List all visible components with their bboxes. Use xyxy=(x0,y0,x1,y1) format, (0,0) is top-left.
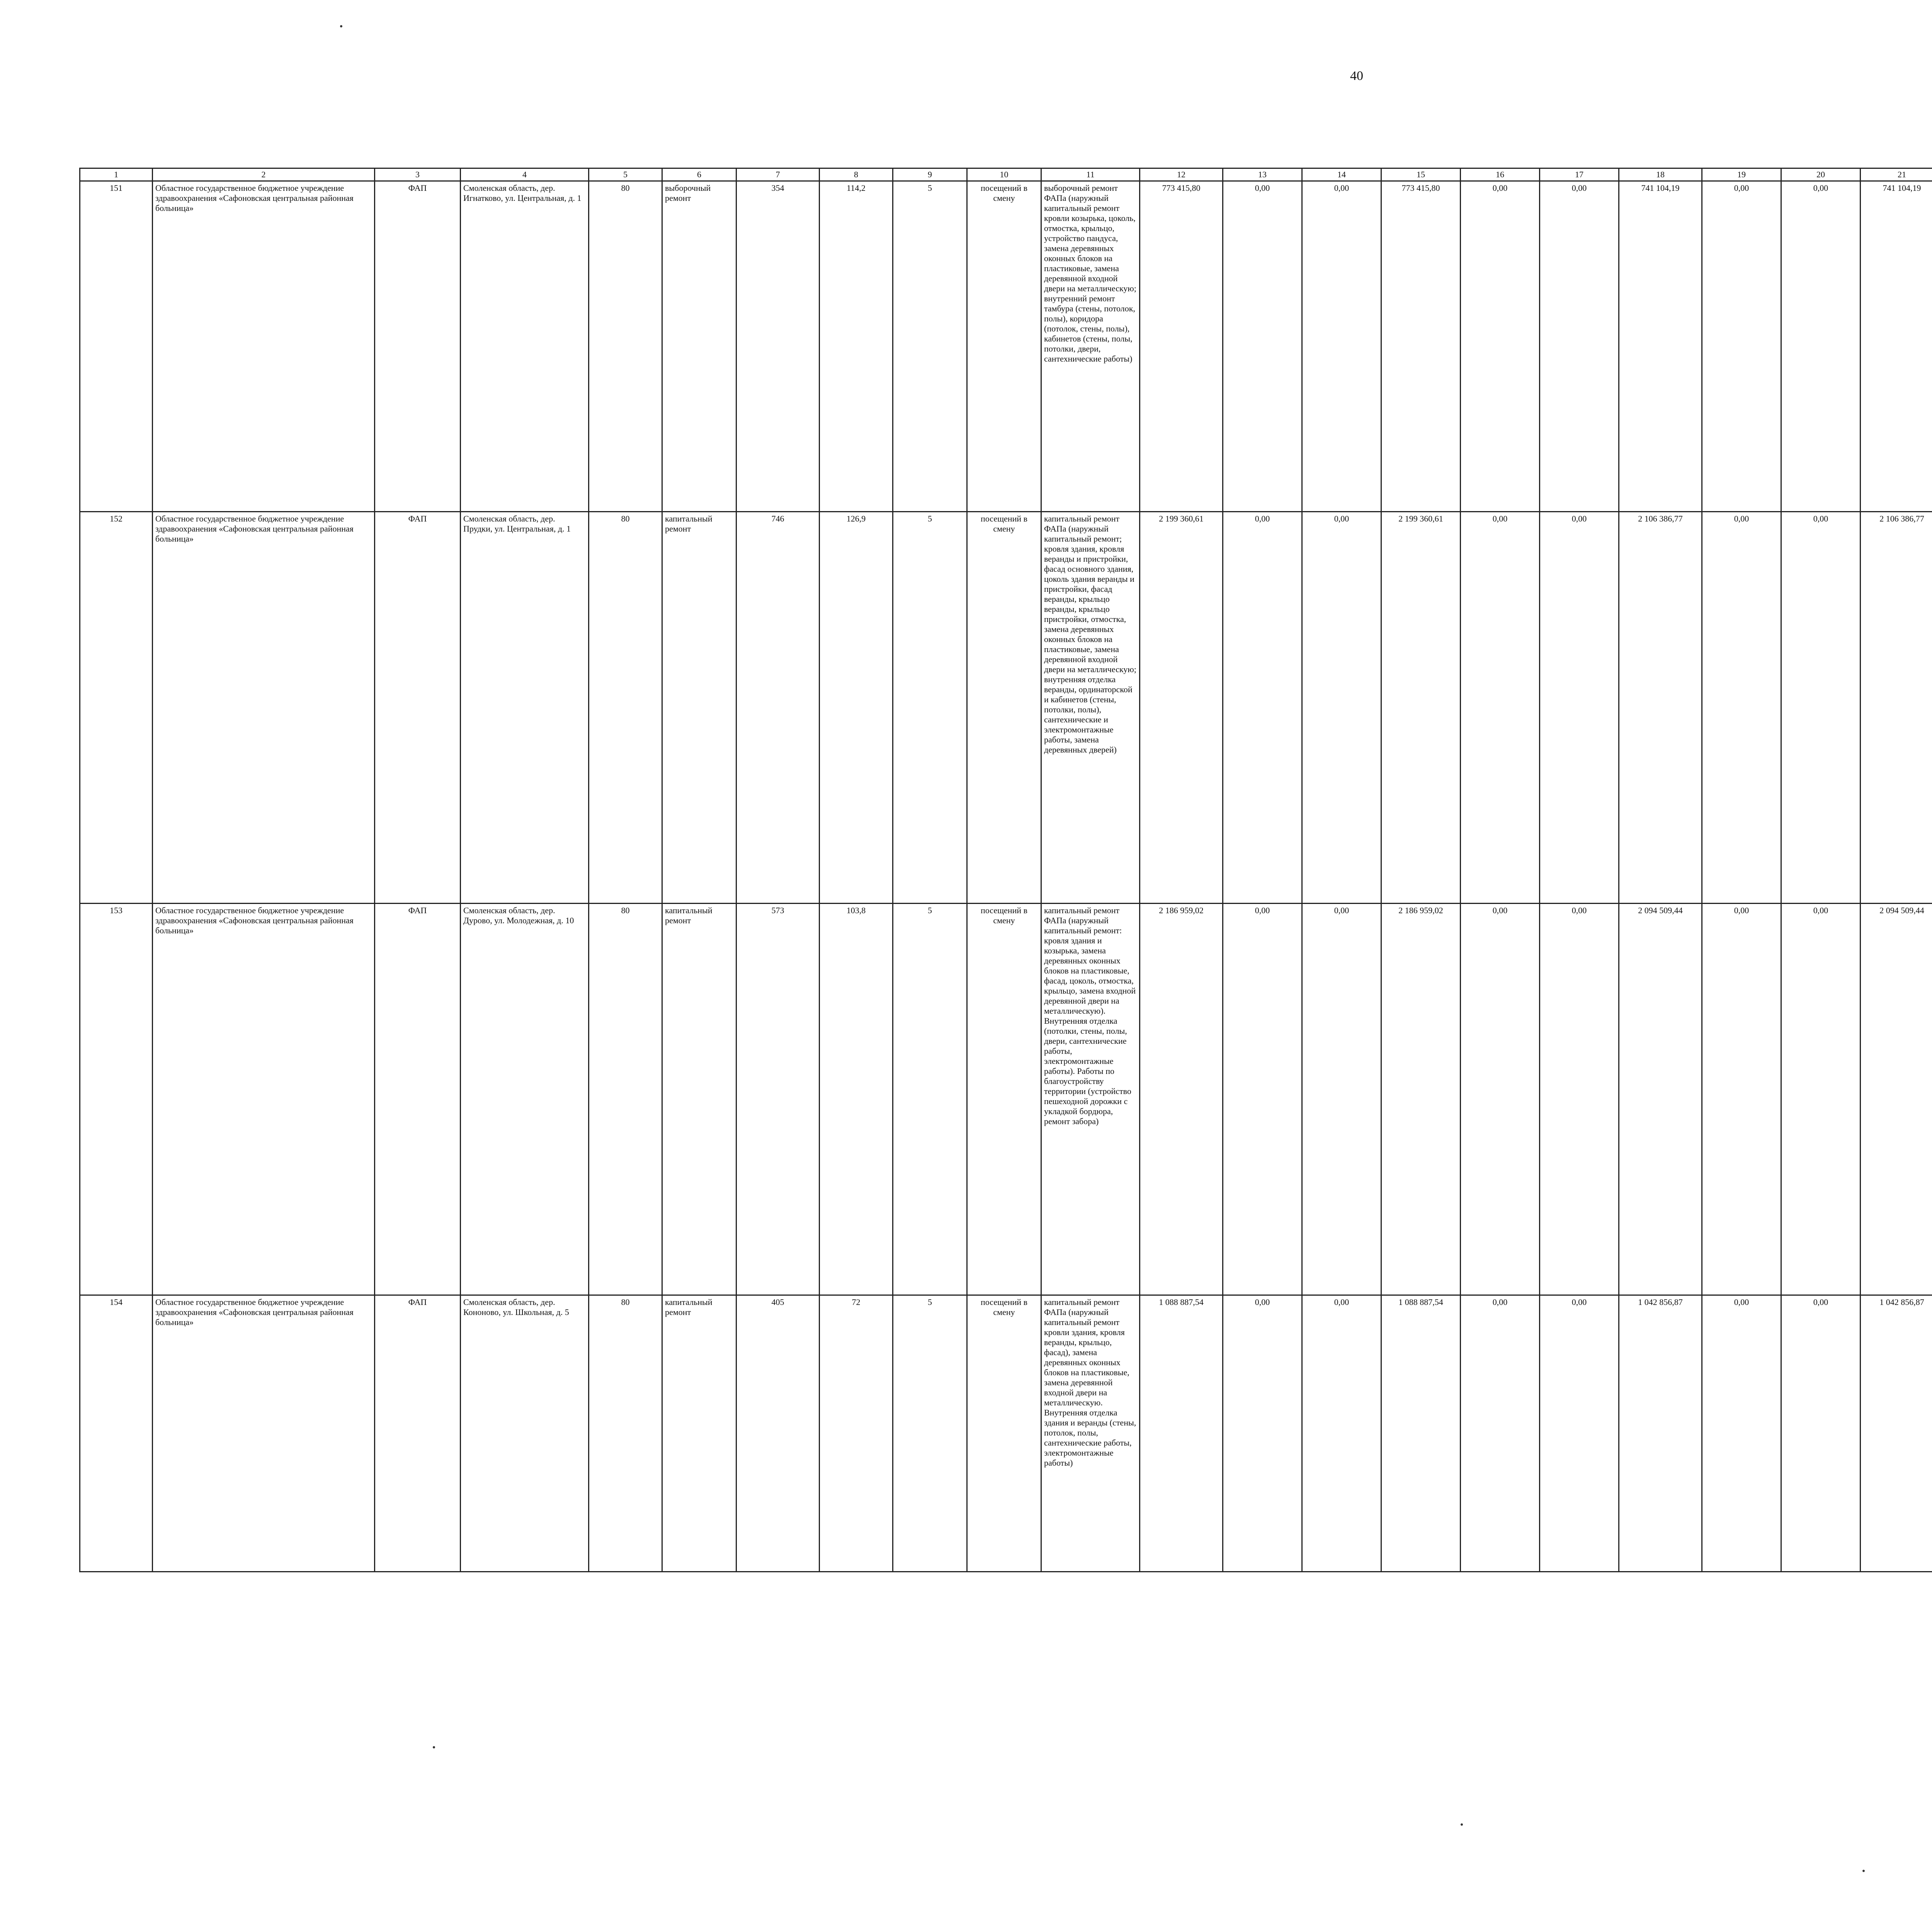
repair-type: капитальный ремонт xyxy=(662,512,736,904)
amount-col-17: 0,00 xyxy=(1540,904,1619,1295)
works-description: капитальный ремонт ФАПа (наружный капитальный ремонт кровли здания, кровля веранды, крыльцо, фасад), замена деревянных оконных блоков на пластиковые, замена деревянной входной двери на металлическую. Внутренняя отделка здания и веранды (стены, потолок, полы, сантехнические работы, электромонтажные работы) xyxy=(1041,1295,1140,1572)
amount-col-16: 0,00 xyxy=(1461,904,1540,1295)
amount-col-17: 0,00 xyxy=(1540,512,1619,904)
cell-col-8: 126,9 xyxy=(820,512,893,904)
cell-col-9: 5 xyxy=(893,1295,967,1572)
object-address: Смоленская область, дер. Кононово, ул. Школьная, д. 5 xyxy=(461,1295,589,1572)
amount-col-19: 0,00 xyxy=(1702,904,1781,1295)
amount-col-13: 0,00 xyxy=(1223,1295,1302,1572)
column-number: 7 xyxy=(736,168,820,181)
column-number: 21 xyxy=(1861,168,1932,181)
amount-col-14: 0,00 xyxy=(1302,181,1381,512)
amount-col-21: 1 042 856,87 xyxy=(1861,1295,1932,1572)
amount-col-18: 741 104,19 xyxy=(1619,181,1702,512)
amount-col-14: 0,00 xyxy=(1302,512,1381,904)
amount-col-18: 2 106 386,77 xyxy=(1619,512,1702,904)
column-number: 16 xyxy=(1461,168,1540,181)
amount-col-17: 0,00 xyxy=(1540,181,1619,512)
institution-name: Областное государственное бюджетное учреждение здравоохранения «Сафоновская центральная районная больница» xyxy=(153,1295,375,1572)
amount-col-12: 2 186 959,02 xyxy=(1140,904,1223,1295)
page-number: 40 xyxy=(1350,69,1363,83)
cell-col-9: 5 xyxy=(893,181,967,512)
cell-col-7: 354 xyxy=(736,181,820,512)
amount-col-16: 0,00 xyxy=(1461,512,1540,904)
works-description: выборочный ремонт ФАПа (наружный капитальный ремонт кровли козырька, цоколь, отмостка, крыльцо, устройство пандуса, замена деревянных оконных блоков на пластиковые, замена деревянной входной двери на металлическую; внутренний ремонт тамбура (стены, потолок, полы), коридора (потолок, стены, полы), кабинетов (стены, полы, потолки, двери, сантехнические работы) xyxy=(1041,181,1140,512)
column-number: 15 xyxy=(1381,168,1461,181)
table-row xyxy=(80,904,1932,1295)
amount-col-15: 2 199 360,61 xyxy=(1381,512,1461,904)
amount-col-20: 0,00 xyxy=(1781,512,1861,904)
amount-col-21: 741 104,19 xyxy=(1861,181,1932,512)
table-row xyxy=(80,512,1932,904)
cell-col-8: 114,2 xyxy=(820,181,893,512)
amount-col-12: 2 199 360,61 xyxy=(1140,512,1223,904)
column-number: 8 xyxy=(820,168,893,181)
repair-type: выборочный ремонт xyxy=(662,181,736,512)
amount-col-18: 2 094 509,44 xyxy=(1619,904,1702,1295)
row-number: 152 xyxy=(80,512,153,904)
object-type: ФАП xyxy=(375,512,461,904)
amount-col-14: 0,00 xyxy=(1302,1295,1381,1572)
row-number: 154 xyxy=(80,1295,153,1572)
capacity-unit: посещений в смену xyxy=(967,512,1041,904)
amount-col-16: 0,00 xyxy=(1461,1295,1540,1572)
amount-col-19: 0,00 xyxy=(1702,512,1781,904)
scan-speck xyxy=(340,25,342,27)
amount-col-15: 773 415,80 xyxy=(1381,181,1461,512)
scan-speck xyxy=(1862,1870,1865,1872)
row-number: 153 xyxy=(80,904,153,1295)
amount-col-19: 0,00 xyxy=(1702,1295,1781,1572)
amount-col-20: 0,00 xyxy=(1781,904,1861,1295)
capacity-unit: посещений в смену xyxy=(967,904,1041,1295)
capacity-unit: посещений в смену xyxy=(967,181,1041,512)
amount-col-12: 1 088 887,54 xyxy=(1140,1295,1223,1572)
object-address: Смоленская область, дер. Прудки, ул. Центральная, д. 1 xyxy=(461,512,589,904)
institution-name: Областное государственное бюджетное учреждение здравоохранения «Сафоновская центральная районная больница» xyxy=(153,181,375,512)
column-number: 11 xyxy=(1041,168,1140,181)
column-number: 6 xyxy=(662,168,736,181)
cell-col-9: 5 xyxy=(893,904,967,1295)
amount-col-13: 0,00 xyxy=(1223,181,1302,512)
cell-col-7: 573 xyxy=(736,904,820,1295)
column-number: 14 xyxy=(1302,168,1381,181)
cell-col-8: 103,8 xyxy=(820,904,893,1295)
amount-col-13: 0,00 xyxy=(1223,904,1302,1295)
column-number: 17 xyxy=(1540,168,1619,181)
amount-col-16: 0,00 xyxy=(1461,181,1540,512)
column-number: 1 xyxy=(80,168,153,181)
cell-col-5: 80 xyxy=(589,904,662,1295)
column-number-row xyxy=(80,168,1932,181)
column-number: 4 xyxy=(461,168,589,181)
column-number: 12 xyxy=(1140,168,1223,181)
scan-speck xyxy=(433,1746,435,1748)
amount-col-15: 1 088 887,54 xyxy=(1381,1295,1461,1572)
institution-name: Областное государственное бюджетное учреждение здравоохранения «Сафоновская центральная районная больница» xyxy=(153,904,375,1295)
column-number: 13 xyxy=(1223,168,1302,181)
capacity-unit: посещений в смену xyxy=(967,1295,1041,1572)
object-type: ФАП xyxy=(375,181,461,512)
amount-col-12: 773 415,80 xyxy=(1140,181,1223,512)
amount-col-13: 0,00 xyxy=(1223,512,1302,904)
amount-col-21: 2 094 509,44 xyxy=(1861,904,1932,1295)
amount-col-20: 0,00 xyxy=(1781,181,1861,512)
scan-speck xyxy=(1461,1823,1463,1826)
amount-col-19: 0,00 xyxy=(1702,181,1781,512)
cell-col-9: 5 xyxy=(893,512,967,904)
amount-col-20: 0,00 xyxy=(1781,1295,1861,1572)
column-number: 20 xyxy=(1781,168,1861,181)
repair-type: капитальный ремонт xyxy=(662,1295,736,1572)
cell-col-5: 80 xyxy=(589,1295,662,1572)
object-address: Смоленская область, дер. Дурово, ул. Молодежная, д. 10 xyxy=(461,904,589,1295)
table-row xyxy=(80,1295,1932,1572)
column-number: 5 xyxy=(589,168,662,181)
cell-col-5: 80 xyxy=(589,181,662,512)
amount-col-17: 0,00 xyxy=(1540,1295,1619,1572)
institution-name: Областное государственное бюджетное учреждение здравоохранения «Сафоновская центральная районная больница» xyxy=(153,512,375,904)
cell-col-8: 72 xyxy=(820,1295,893,1572)
column-number: 19 xyxy=(1702,168,1781,181)
column-number: 10 xyxy=(967,168,1041,181)
column-number: 9 xyxy=(893,168,967,181)
object-type: ФАП xyxy=(375,1295,461,1572)
column-number: 3 xyxy=(375,168,461,181)
works-description: капитальный ремонт ФАПа (наружный капитальный ремонт: кровля здания и козырька, замена деревянных оконных блоков на пластиковые, фасад, цоколь, отмостка, крыльцо, замена входной деревянной двери на металлическую). Внутренняя отделка (потолки, стены, полы, двери, сантехнические работы, электромонтажные работы). Работы по благоустройству территории (устройство пешеходной дорожки с укладкой бордюра, ремонт забора) xyxy=(1041,904,1140,1295)
cell-col-7: 405 xyxy=(736,1295,820,1572)
row-number: 151 xyxy=(80,181,153,512)
amount-col-14: 0,00 xyxy=(1302,904,1381,1295)
column-number: 18 xyxy=(1619,168,1702,181)
column-number: 2 xyxy=(153,168,375,181)
amount-col-15: 2 186 959,02 xyxy=(1381,904,1461,1295)
amount-col-18: 1 042 856,87 xyxy=(1619,1295,1702,1572)
works-description: капитальный ремонт ФАПа (наружный капитальный ремонт; кровля здания, кровля веранды и пристройки, фасад основного здания, цоколь здания веранды и пристройки, фасад веранды, крыльцо веранды, крыльцо пристройки, отмостка, замена деревянных оконных блоков на пластиковые, замена деревянной входной двери на металлическую; внутренняя отделка веранды, ординаторской и кабинетов (стены, потолки, полы), сантехнические и электромонтажные работы, замена деревянных дверей) xyxy=(1041,512,1140,904)
repair-type: капитальный ремонт xyxy=(662,904,736,1295)
amount-col-21: 2 106 386,77 xyxy=(1861,512,1932,904)
object-type: ФАП xyxy=(375,904,461,1295)
table-row xyxy=(80,181,1932,512)
repair-program-table xyxy=(79,168,1932,1572)
cell-col-5: 80 xyxy=(589,512,662,904)
object-address: Смоленская область, дер. Игнатково, ул. Центральная, д. 1 xyxy=(461,181,589,512)
cell-col-7: 746 xyxy=(736,512,820,904)
